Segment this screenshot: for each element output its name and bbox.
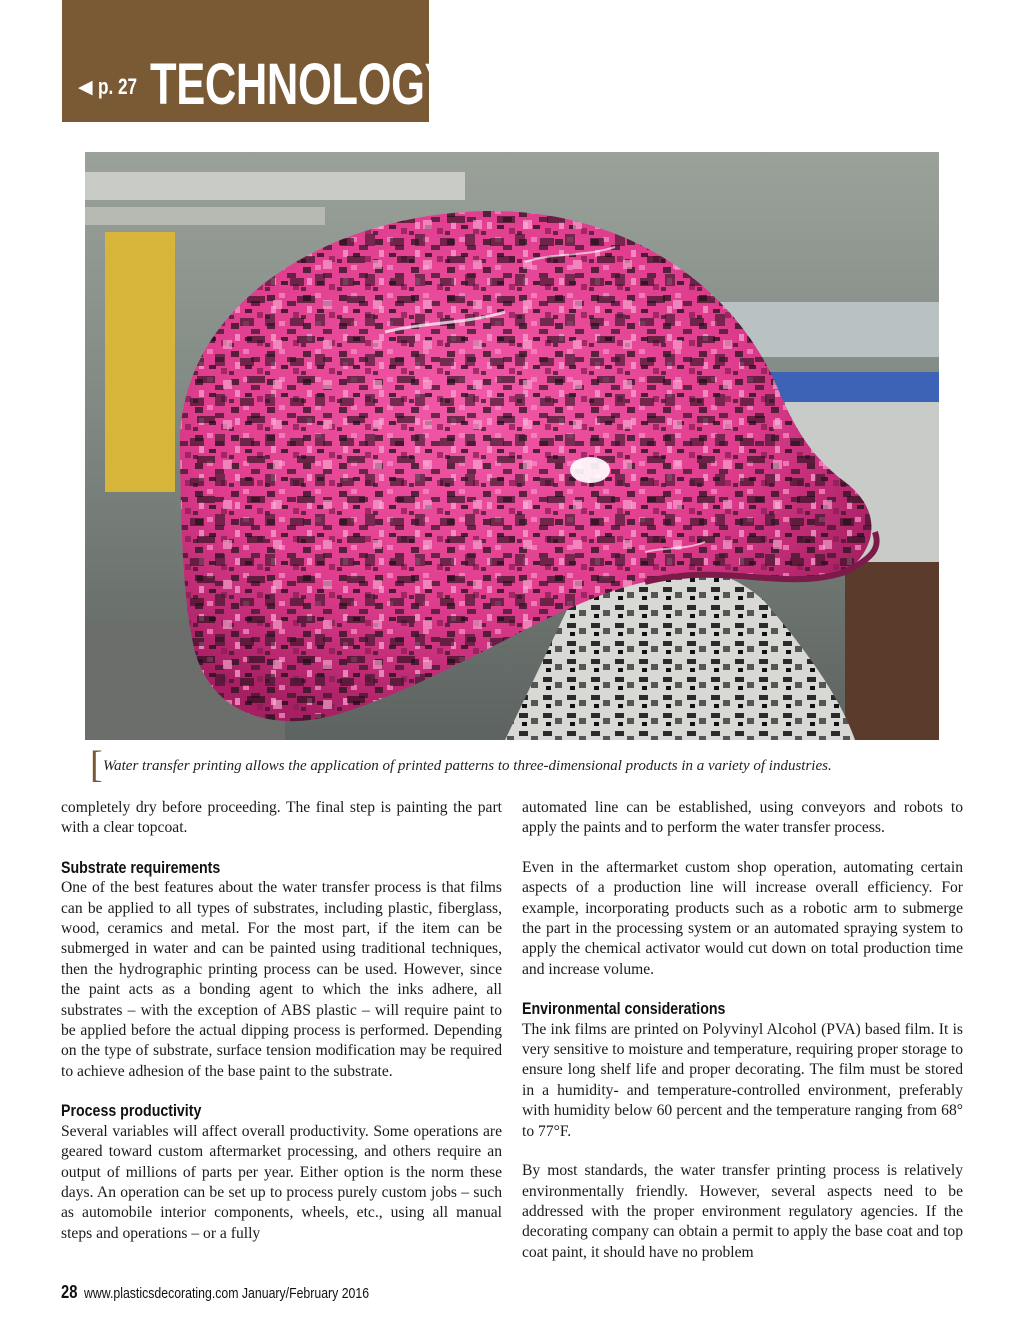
section-title: TECHNOLOGY	[149, 52, 453, 117]
page-footer	[61, 1282, 369, 1303]
right-paragraph-2: Even in the aftermarket custom shop operation, automating certain aspects of a production line will increase overall efficiency. For example, incorporating products such as a robotic arm to submerge the part in the processing system or an automated spraying system to apply the chemical activator would cut down on total production time and increase volume.	[522, 858, 963, 978]
heading-substrate-requirements: Substrate requirements	[61, 858, 221, 877]
page-number: 28	[61, 1282, 78, 1302]
hard-hat-illustration	[85, 152, 939, 740]
heading-process-productivity: Process productivity	[61, 1102, 202, 1121]
photo-caption	[90, 744, 940, 786]
left-paragraph-3: Several variables will affect overall productivity. Some operations are geared toward custom aftermarket processing, and others require an output of millions of parts per year. Either option is the norm these days. An operation can be set up to process purely custom jobs – such as automobile interior components, wheels, etc., using all manual steps and operations – or a fully	[61, 1122, 502, 1242]
right-paragraph-1: automated line can be established, using conveyors and robots to apply the paints and to perform the water transfer process.	[522, 799, 963, 837]
left-column	[61, 798, 502, 1244]
heading-environmental-considerations: Environmental considerations	[522, 1000, 726, 1019]
left-paragraph-1: completely dry before proceeding. The final step is painting the part with a clear topcoat.	[61, 799, 502, 837]
caption-bracket: [	[90, 744, 103, 786]
section-header-tab	[62, 0, 453, 122]
hard-hat-photo	[85, 152, 939, 740]
right-paragraph-3: The ink films are printed on Polyvinyl Alcohol (PVA) based film. It is very sensitive to moisture and temperature, requiring proper storage to ensure long shelf life and proper decorating. The film must be stored in a humidity- and temperature-controlled environment, preferably with humidity below 60 percent and the temperature ranging from 68° to 77°F.	[522, 1020, 963, 1140]
caption-text: Water transfer printing allows the application of printed patterns to three-dimensional products in a variety of industries.	[103, 758, 832, 774]
right-column	[522, 798, 963, 1263]
right-paragraph-4: By most standards, the water transfer printing process is relatively environmentally friendly. However, several aspects need to be addressed with the proper environment regulatory agencies. If the decorating company can obtain a permit to apply the base coat and top coat paint, it should have no problem	[522, 1162, 963, 1261]
page-reference: p. 27	[97, 74, 137, 99]
left-paragraph-2: One of the best features about the water transfer process is that films can be applied to all types of substrates, including plastic, fiberglass, wood, ceramics and metal. For the most part, if the item can be submerged in water and can be painted using traditional techniques, then the hydrographic printing process can be used. However, since the paint acts as a bonding agent to which the inks adhere, all substrates – with the exception of ABS plastic – will require paint to be applied before the actual dipping process is performed. Depending on the type of substrate, surface tension modification may be required to achieve adhesion of the base paint to the substrate.	[61, 879, 502, 1080]
back-arrow-icon: ◀	[78, 76, 93, 98]
footer-text: www.plasticsdecorating.com January/February 2016	[83, 1285, 370, 1302]
